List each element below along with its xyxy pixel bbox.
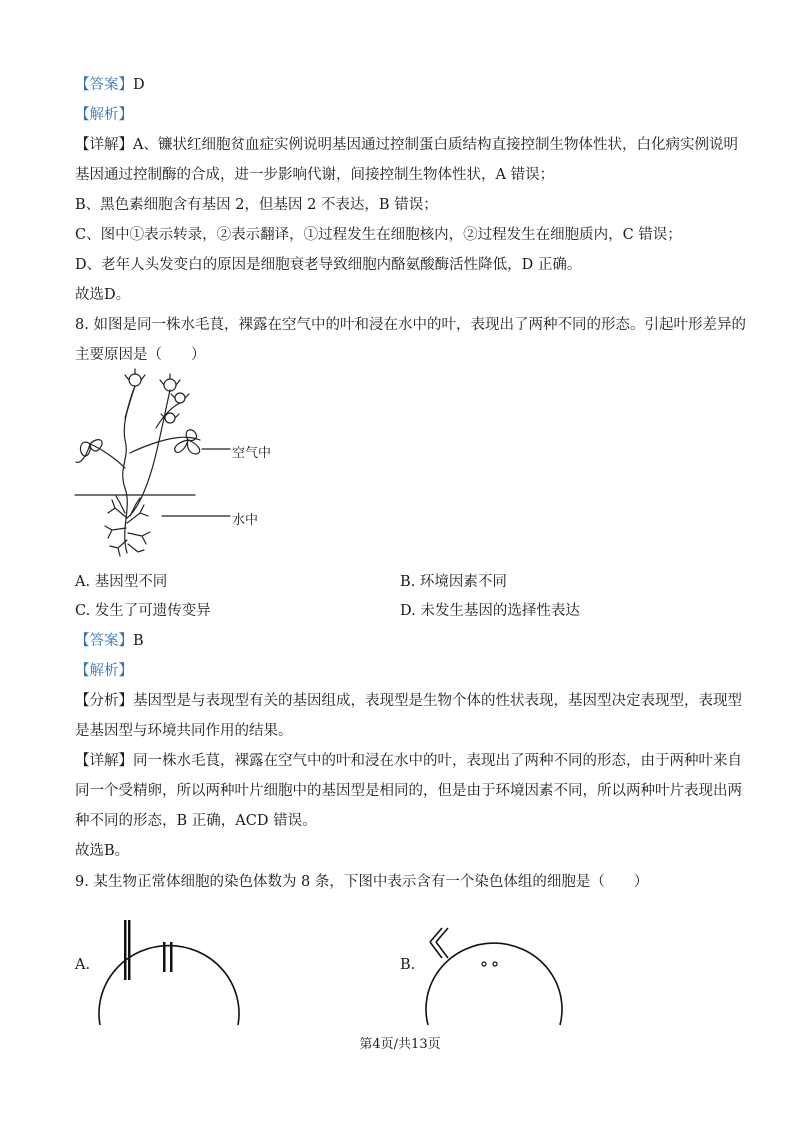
analysis-line-8-2: 是基因型与环境共同作用的结果。 (75, 723, 293, 739)
detail-tag: 【详解】 (75, 137, 133, 153)
chromosome-bent-1a (430, 942, 442, 958)
cell-a-chromosomes (124, 920, 173, 980)
analysis-tag: 【解析】 (75, 663, 133, 679)
answer-tag: 【答案】 (75, 633, 133, 649)
analysis-tag: 【解析】 (75, 107, 133, 123)
detail-line-8-3: 种不同的形态，B 正确，ACD 错误。 (75, 813, 317, 829)
answer-tag: 【答案】 (75, 77, 133, 93)
detail-text: A、镰状红细胞贫血症实例说明基因通过控制蛋白质结构直接控制生物体性状，白化病实例说明 (133, 137, 738, 153)
cell-b-illustration (420, 900, 570, 1030)
flower-3 (171, 393, 189, 403)
cell-diagram-a (95, 900, 245, 1030)
stem-right (127, 390, 170, 518)
analysis-sub-tag: 【分析】 (75, 693, 133, 709)
cell-b-dots (482, 962, 497, 966)
detail-line-7-1 (75, 135, 738, 155)
answer-line-7 (75, 75, 145, 95)
label-air: 空气中 (232, 446, 272, 461)
analysis-heading-7 (75, 105, 133, 125)
flower-1 (125, 369, 145, 386)
detail-line-7-3: B、黑色素细胞含有基因 2，但基因 2 不表达，B 错误； (75, 197, 438, 213)
answer-value: B (133, 633, 144, 649)
option-d: D. 未发生基因的选择性表达 (400, 603, 580, 619)
cell-diagram-b (420, 900, 570, 1030)
label-water: 水中 (232, 513, 259, 528)
detail-line-7-4: C、图中①表示转录，②表示翻译，①过程发生在细胞核内，②过程发生在细胞质内，C 错误； (75, 227, 682, 243)
conclusion-8: 故选B。 (75, 843, 130, 859)
cell-a-membrane (99, 946, 239, 1025)
detail-text: 同一株水毛茛，裸露在空气中的叶和浸在水中的叶，表现出了两种不同的形态，由于两种叶来自 (133, 753, 742, 769)
answer-line-8 (75, 631, 144, 651)
detail-line-7-5: D、老年人头发变白的原因是细胞衰老导致细胞内酪氨酸酶活性降低，D 正确。 (75, 257, 582, 273)
question-8-stem-line1: 8. 如图是同一株水毛茛，裸露在空气中的叶和浸在水中的叶，表现出了两种不同的形态。引起叶形差异的 (75, 317, 746, 333)
detail-line-8-2: 同一个受精卵，所以两种叶片细胞中的基因型是相同的，但是由于环境因素不同，所以两种叶片表现出两 (75, 783, 742, 799)
analysis-text: 基因型是与表现型有关的基因组成，表现型是生物个体的性状表现，基因型决定表现型，表现型 (133, 693, 742, 709)
option-9-a-label: A. (75, 957, 91, 973)
analysis-line-8-1 (75, 691, 742, 711)
question-8-stem-line2: 主要原因是（ ） (75, 347, 206, 363)
detail-tag: 【详解】 (75, 753, 133, 769)
option-c: C. 发生了可遗传变异 (75, 603, 211, 619)
page-footer: 第4页/共13页 (359, 1037, 441, 1052)
floating-leaf-left (76, 440, 102, 463)
flower-2 (160, 374, 180, 391)
plant-figure (70, 368, 300, 560)
water-buttercup-illustration (70, 368, 300, 560)
analysis-heading-8 (75, 661, 133, 681)
answer-value: D (133, 77, 145, 93)
conclusion-7: 故选D。 (75, 287, 131, 303)
detail-line-7-2: 基因通过控制酶的合成，进一步影响代谢，间接控制生物体性状，A 错误； (75, 167, 555, 183)
detail-line-8-1 (75, 751, 742, 771)
option-9-b-label: B. (400, 957, 416, 973)
question-9-stem: 9. 某生物正常体细胞的染色体数为 8 条，下图中表示含有一个染色体组的细胞是（ ） (75, 874, 649, 890)
option-b: B. 环境因素不同 (400, 574, 507, 590)
option-a: A. 基因型不同 (75, 574, 168, 590)
floating-leaf-right (175, 430, 200, 454)
chromosome-bent-1b (436, 928, 448, 942)
cell-a-illustration (95, 900, 245, 1030)
